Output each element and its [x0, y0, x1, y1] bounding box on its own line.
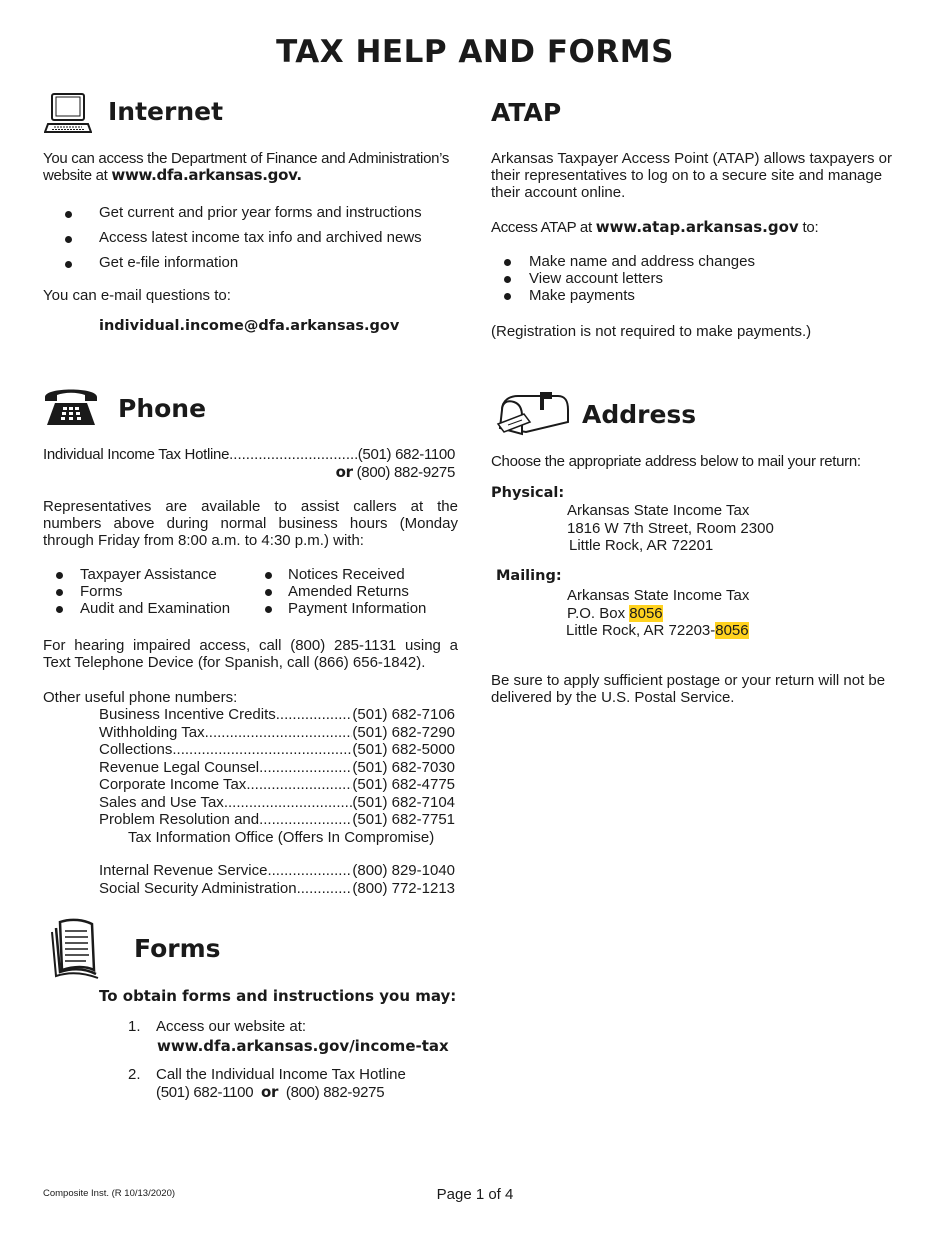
leader-dots [246, 776, 352, 794]
phone-row-number: (800) 772-1213 [352, 879, 455, 897]
phone-row [99, 776, 455, 794]
address-line [567, 605, 749, 623]
reps-line: Representatives are available to assist callers at the [43, 498, 458, 515]
hotline-number: (501) 682-1100 [156, 1084, 254, 1101]
leader-dots [267, 862, 352, 880]
mailing-label: Mailing: [496, 568, 562, 584]
address-line: Arkansas State Income Tax [567, 502, 750, 519]
list-item: Taxpayer Assistance [80, 566, 217, 583]
phone-row [99, 724, 455, 742]
address-intro: Choose the appropriate address below to mail your return: [491, 453, 861, 470]
list-item: Access latest income tax info and archived news [99, 229, 422, 246]
leader-dots [205, 724, 353, 742]
phone-row-label: Withholding Tax [99, 723, 205, 741]
hotline-label: Individual Income Tax Hotline [43, 446, 230, 463]
bullet-icon [265, 589, 272, 596]
forms-item-2-numbers [156, 1084, 384, 1101]
list-item: Notices Received [288, 566, 405, 583]
or-label: or [261, 1083, 279, 1101]
phone-row-label: Corporate Income Tax [99, 776, 247, 793]
atap-access-prefix: Access ATAP at [491, 219, 596, 236]
internet-intro [43, 150, 463, 184]
po-box-prefix: P.O. Box [567, 604, 630, 622]
mailbox-icon [496, 388, 572, 438]
phone-row [99, 706, 455, 724]
hotline-alt-row [43, 464, 455, 482]
atap-heading: ATAP [491, 98, 562, 127]
zip-extension: 8056 [715, 622, 749, 639]
phone-row-number: (501) 682-4775 [352, 776, 455, 793]
other-numbers-label: Other useful phone numbers: [43, 689, 238, 706]
bullet-icon [56, 606, 63, 613]
bullet-icon [504, 276, 511, 283]
atap-intro-line: their account online. [491, 184, 626, 201]
services-list [43, 566, 463, 622]
atap-intro-line: Arkansas Taxpayer Access Point (ATAP) allows taxpayers or [491, 150, 892, 167]
postage-line: delivered by the U.S. Postal Service. [491, 689, 735, 706]
list-item: Get current and prior year forms and instructions [99, 204, 422, 221]
hearing-paragraph [43, 637, 458, 671]
hotline-number: (501) 682-1100 [357, 446, 455, 463]
address-line: Arkansas State Income Tax [567, 587, 750, 604]
atap-intro-line: their representatives to log on to a secure site and manage [491, 167, 883, 184]
bullet-icon [265, 606, 272, 613]
phone-row-number: (501) 682-7104 [352, 793, 455, 811]
address-line: 1816 W 7th Street, Room 2300 [567, 519, 774, 537]
page-number: Page 1 of 4 [436, 1186, 514, 1203]
leader-dots [297, 880, 353, 898]
hearing-line: Text Telephone Device (for Spanish, call (866) 656-1842). [43, 654, 426, 671]
atap-access-suffix: to: [798, 219, 819, 236]
postage-note [491, 672, 916, 706]
mailing-city-prefix: Little Rock, AR 72203- [566, 622, 716, 639]
list-item: Payment Information [288, 600, 427, 617]
postage-line: Be sure to apply sufficient postage or your return will not be [491, 672, 886, 689]
phone-row-label: Social Security Administration [99, 879, 297, 897]
list-item: Make name and address changes [529, 253, 755, 270]
phone-row [99, 741, 455, 759]
internet-intro-prefix: website at [43, 167, 112, 184]
phone-row-number: (501) 682-7030 [352, 758, 455, 776]
page-title: TAX HELP AND FORMS [276, 34, 674, 70]
reps-line: numbers above during normal business hours (Monday [43, 515, 458, 532]
other-numbers-list [99, 706, 455, 846]
income-tax-website-link[interactable]: www.dfa.arkansas.gov/income-tax [157, 1037, 449, 1055]
telephone-icon [43, 383, 99, 427]
computer-icon [44, 92, 92, 134]
bullet-icon [65, 211, 72, 218]
document-icon [50, 918, 102, 980]
list-item: View account letters [529, 270, 663, 287]
reps-line: through Friday from 8:00 a.m. to 4:30 p.m.) with: [43, 532, 364, 549]
phone-row-number: (501) 682-7290 [352, 723, 455, 741]
forms-item-2-text: Call the Individual Income Tax Hotline [156, 1066, 406, 1083]
leader-dots [259, 759, 352, 777]
phone-row [99, 811, 455, 829]
phone-row-label: Revenue Legal Counsel [99, 758, 260, 776]
phone-row-number: (501) 682-5000 [352, 741, 455, 758]
bullet-icon [65, 236, 72, 243]
bullet-icon [265, 572, 272, 579]
bullet-icon [65, 261, 72, 268]
federal-numbers-list [99, 862, 455, 897]
atap-intro [491, 150, 911, 201]
atap-website-link[interactable]: www.atap.arkansas.gov [595, 218, 799, 236]
or-label: or [335, 462, 353, 481]
bullet-icon [56, 572, 63, 579]
phone-row-number: (501) 682-7106 [352, 706, 455, 723]
mailing-address [567, 587, 749, 640]
hearing-line: For hearing impaired access, call (800) 285-1131 using a [43, 637, 458, 654]
forms-subheading: To obtain forms and instructions you may: [99, 987, 457, 1005]
address-line [566, 622, 749, 640]
internet-heading: Internet [108, 97, 224, 126]
bullet-icon [504, 259, 511, 266]
list-item: Make payments [529, 287, 635, 304]
phone-row-label: Internal Revenue Service [99, 862, 268, 879]
address-heading: Address [582, 400, 697, 429]
phone-row [99, 880, 455, 898]
hotline-alt-number: (800) 882-9275 [285, 1084, 385, 1101]
forms-item-2-num: 2. [128, 1066, 141, 1083]
list-item: Amended Returns [288, 583, 409, 600]
phone-row-label: Collections [99, 741, 173, 758]
phone-row [99, 862, 455, 880]
hotline-row [43, 446, 455, 464]
phone-row-label: Sales and Use Tax [99, 793, 224, 811]
atap-bullet-list [491, 253, 911, 307]
revision-note: Composite Inst. (R 10/13/2020) [43, 1188, 176, 1199]
email-intro: You can e-mail questions to: [43, 287, 231, 304]
hotline-alt-number: (800) 882-9275 [356, 463, 455, 481]
phone-row-number: (501) 682-7751 [352, 811, 455, 828]
po-box-number: 8056 [629, 604, 663, 622]
bullet-icon [56, 589, 63, 596]
forms-heading: Forms [134, 934, 221, 963]
forms-item-1-num: 1. [128, 1018, 141, 1035]
phone-row-number: (800) 829-1040 [352, 862, 455, 879]
list-item: Audit and Examination [80, 600, 231, 617]
hotline-block [43, 446, 455, 481]
list-item: Get e-file information [99, 254, 239, 271]
atap-access-line [491, 219, 818, 236]
problem-resolution-cont: Tax Information Office (Offers In Compromise) [128, 828, 435, 846]
internet-intro-line1: You can access the Department of Finance and Administration’s [43, 150, 450, 167]
phone-row [99, 794, 455, 812]
phone-row [99, 759, 455, 777]
leader-dots [172, 741, 352, 759]
leader-dots [276, 706, 353, 724]
email-link[interactable]: individual.income@dfa.arkansas.gov [99, 318, 400, 334]
leader-dots [224, 794, 353, 812]
physical-address [567, 502, 774, 555]
phone-heading: Phone [118, 394, 207, 423]
phone-row-label: Business Incentive Credits [99, 706, 276, 723]
forms-item-1-text: Access our website at: [156, 1018, 307, 1035]
leader-dots [259, 811, 352, 829]
bullet-icon [504, 293, 511, 300]
physical-label: Physical: [491, 485, 565, 501]
list-item: Forms [80, 583, 123, 600]
reps-paragraph [43, 498, 458, 549]
address-line: Little Rock, AR 72201 [569, 537, 714, 554]
dfa-website-link[interactable]: www.dfa.arkansas.gov. [111, 166, 302, 184]
atap-registration-note: (Registration is not required to make payments.) [491, 323, 812, 340]
phone-row-label: Problem Resolution and [99, 811, 260, 828]
leader-dots [229, 446, 358, 464]
